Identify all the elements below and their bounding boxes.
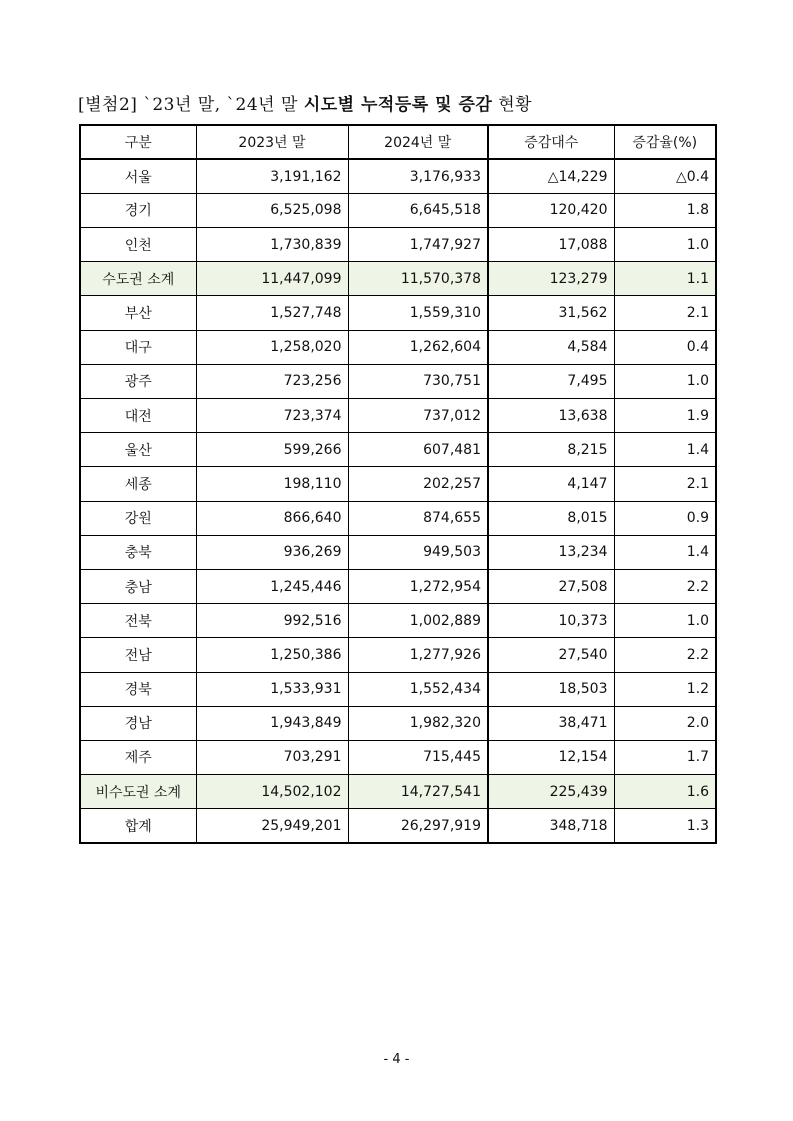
- rate-cell: 1.7: [614, 740, 716, 774]
- value-2023-cell: 992,516: [196, 604, 348, 638]
- value-2023-cell: 599,266: [196, 433, 348, 467]
- change-cell: △14,229: [488, 159, 614, 193]
- header-2023: 2023년 말: [196, 125, 348, 159]
- table-row: [80, 296, 716, 330]
- change-cell: 4,584: [488, 330, 614, 364]
- change-cell: 27,540: [488, 638, 614, 672]
- change-cell: 120,420: [488, 193, 614, 227]
- header-2024: 2024년 말: [348, 125, 488, 159]
- table-body: [80, 159, 716, 843]
- rate-cell: △0.4: [614, 159, 716, 193]
- rate-cell: 0.4: [614, 330, 716, 364]
- value-2024-cell: 14,727,541: [348, 775, 488, 809]
- value-2023-cell: 1,527,748: [196, 296, 348, 330]
- rate-cell: 2.2: [614, 638, 716, 672]
- registration-table: [79, 124, 717, 844]
- table-row: [80, 809, 716, 843]
- region-cell: 부산: [80, 296, 196, 330]
- value-2023-cell: 3,191,162: [196, 159, 348, 193]
- document-title: [78, 90, 532, 115]
- rate-cell: 1.6: [614, 775, 716, 809]
- table-row: [80, 364, 716, 398]
- table-row: [80, 604, 716, 638]
- value-2024-cell: 202,257: [348, 467, 488, 501]
- region-cell: 경기: [80, 193, 196, 227]
- value-2023-cell: 198,110: [196, 467, 348, 501]
- table-row: [80, 706, 716, 740]
- change-cell: 18,503: [488, 672, 614, 706]
- value-2024-cell: 11,570,378: [348, 262, 488, 296]
- value-2023-cell: 936,269: [196, 535, 348, 569]
- title-bold: 시도별 누적등록 및 증감: [303, 95, 493, 115]
- rate-cell: 1.4: [614, 535, 716, 569]
- value-2023-cell: 25,949,201: [196, 809, 348, 843]
- header-category: 구분: [80, 125, 196, 159]
- value-2024-cell: 26,297,919: [348, 809, 488, 843]
- change-cell: 348,718: [488, 809, 614, 843]
- table-header-row: [80, 125, 716, 159]
- value-2024-cell: 607,481: [348, 433, 488, 467]
- table-row: [80, 672, 716, 706]
- region-cell: 경남: [80, 706, 196, 740]
- value-2024-cell: 1,262,604: [348, 330, 488, 364]
- region-cell: 수도권 소계: [80, 262, 196, 296]
- rate-cell: 1.2: [614, 672, 716, 706]
- header-change: 증감대수: [488, 125, 614, 159]
- value-2024-cell: 737,012: [348, 399, 488, 433]
- change-cell: 13,234: [488, 535, 614, 569]
- change-cell: 123,279: [488, 262, 614, 296]
- table-row: [80, 535, 716, 569]
- region-cell: 전남: [80, 638, 196, 672]
- region-cell: 비수도권 소계: [80, 775, 196, 809]
- table-row: [80, 193, 716, 227]
- value-2023-cell: 1,533,931: [196, 672, 348, 706]
- region-cell: 서울: [80, 159, 196, 193]
- change-cell: 27,508: [488, 569, 614, 603]
- value-2023-cell: 723,374: [196, 399, 348, 433]
- table-row: [80, 501, 716, 535]
- region-cell: 인천: [80, 228, 196, 262]
- value-2024-cell: 3,176,933: [348, 159, 488, 193]
- change-cell: 13,638: [488, 399, 614, 433]
- region-cell: 강원: [80, 501, 196, 535]
- rate-cell: 1.1: [614, 262, 716, 296]
- value-2024-cell: 949,503: [348, 535, 488, 569]
- table-row: [80, 159, 716, 193]
- change-cell: 31,562: [488, 296, 614, 330]
- value-2024-cell: 874,655: [348, 501, 488, 535]
- rate-cell: 2.1: [614, 296, 716, 330]
- value-2024-cell: 1,552,434: [348, 672, 488, 706]
- title-prefix: [별첨2] `23년 말, `24년 말: [78, 95, 304, 115]
- value-2023-cell: 1,258,020: [196, 330, 348, 364]
- value-2023-cell: 6,525,098: [196, 193, 348, 227]
- header-rate: 증감율(%): [614, 125, 716, 159]
- table-row: [80, 569, 716, 603]
- value-2023-cell: 703,291: [196, 740, 348, 774]
- change-cell: 17,088: [488, 228, 614, 262]
- rate-cell: 2.2: [614, 569, 716, 603]
- region-cell: 경북: [80, 672, 196, 706]
- value-2023-cell: 11,447,099: [196, 262, 348, 296]
- table-row: [80, 330, 716, 364]
- subtotal-row: [80, 775, 716, 809]
- value-2024-cell: 730,751: [348, 364, 488, 398]
- table-row: [80, 228, 716, 262]
- region-cell: 세종: [80, 467, 196, 501]
- value-2023-cell: 1,245,446: [196, 569, 348, 603]
- change-cell: 12,154: [488, 740, 614, 774]
- change-cell: 8,015: [488, 501, 614, 535]
- table-row: [80, 740, 716, 774]
- table-row: [80, 467, 716, 501]
- region-cell: 울산: [80, 433, 196, 467]
- rate-cell: 1.3: [614, 809, 716, 843]
- rate-cell: 1.0: [614, 364, 716, 398]
- table-row: [80, 399, 716, 433]
- rate-cell: 1.0: [614, 604, 716, 638]
- change-cell: 38,471: [488, 706, 614, 740]
- change-cell: 4,147: [488, 467, 614, 501]
- rate-cell: 0.9: [614, 501, 716, 535]
- table-row: [80, 638, 716, 672]
- rate-cell: 1.0: [614, 228, 716, 262]
- region-cell: 충남: [80, 569, 196, 603]
- value-2023-cell: 14,502,102: [196, 775, 348, 809]
- rate-cell: 1.8: [614, 193, 716, 227]
- value-2024-cell: 1,982,320: [348, 706, 488, 740]
- change-cell: 8,215: [488, 433, 614, 467]
- value-2023-cell: 1,730,839: [196, 228, 348, 262]
- value-2024-cell: 1,277,926: [348, 638, 488, 672]
- value-2023-cell: 1,943,849: [196, 706, 348, 740]
- subtotal-row: [80, 262, 716, 296]
- change-cell: 10,373: [488, 604, 614, 638]
- change-cell: 225,439: [488, 775, 614, 809]
- table-row: [80, 433, 716, 467]
- region-cell: 합계: [80, 809, 196, 843]
- value-2023-cell: 866,640: [196, 501, 348, 535]
- value-2023-cell: 1,250,386: [196, 638, 348, 672]
- rate-cell: 2.1: [614, 467, 716, 501]
- region-cell: 충북: [80, 535, 196, 569]
- change-cell: 7,495: [488, 364, 614, 398]
- value-2024-cell: 715,445: [348, 740, 488, 774]
- region-cell: 대전: [80, 399, 196, 433]
- rate-cell: 1.4: [614, 433, 716, 467]
- value-2024-cell: 6,645,518: [348, 193, 488, 227]
- region-cell: 광주: [80, 364, 196, 398]
- region-cell: 전북: [80, 604, 196, 638]
- page-number: - 4 -: [383, 1052, 410, 1067]
- value-2024-cell: 1,002,889: [348, 604, 488, 638]
- title-suffix: 현황: [492, 95, 533, 115]
- value-2023-cell: 723,256: [196, 364, 348, 398]
- rate-cell: 1.9: [614, 399, 716, 433]
- value-2024-cell: 1,559,310: [348, 296, 488, 330]
- value-2024-cell: 1,272,954: [348, 569, 488, 603]
- value-2024-cell: 1,747,927: [348, 228, 488, 262]
- region-cell: 대구: [80, 330, 196, 364]
- region-cell: 제주: [80, 740, 196, 774]
- rate-cell: 2.0: [614, 706, 716, 740]
